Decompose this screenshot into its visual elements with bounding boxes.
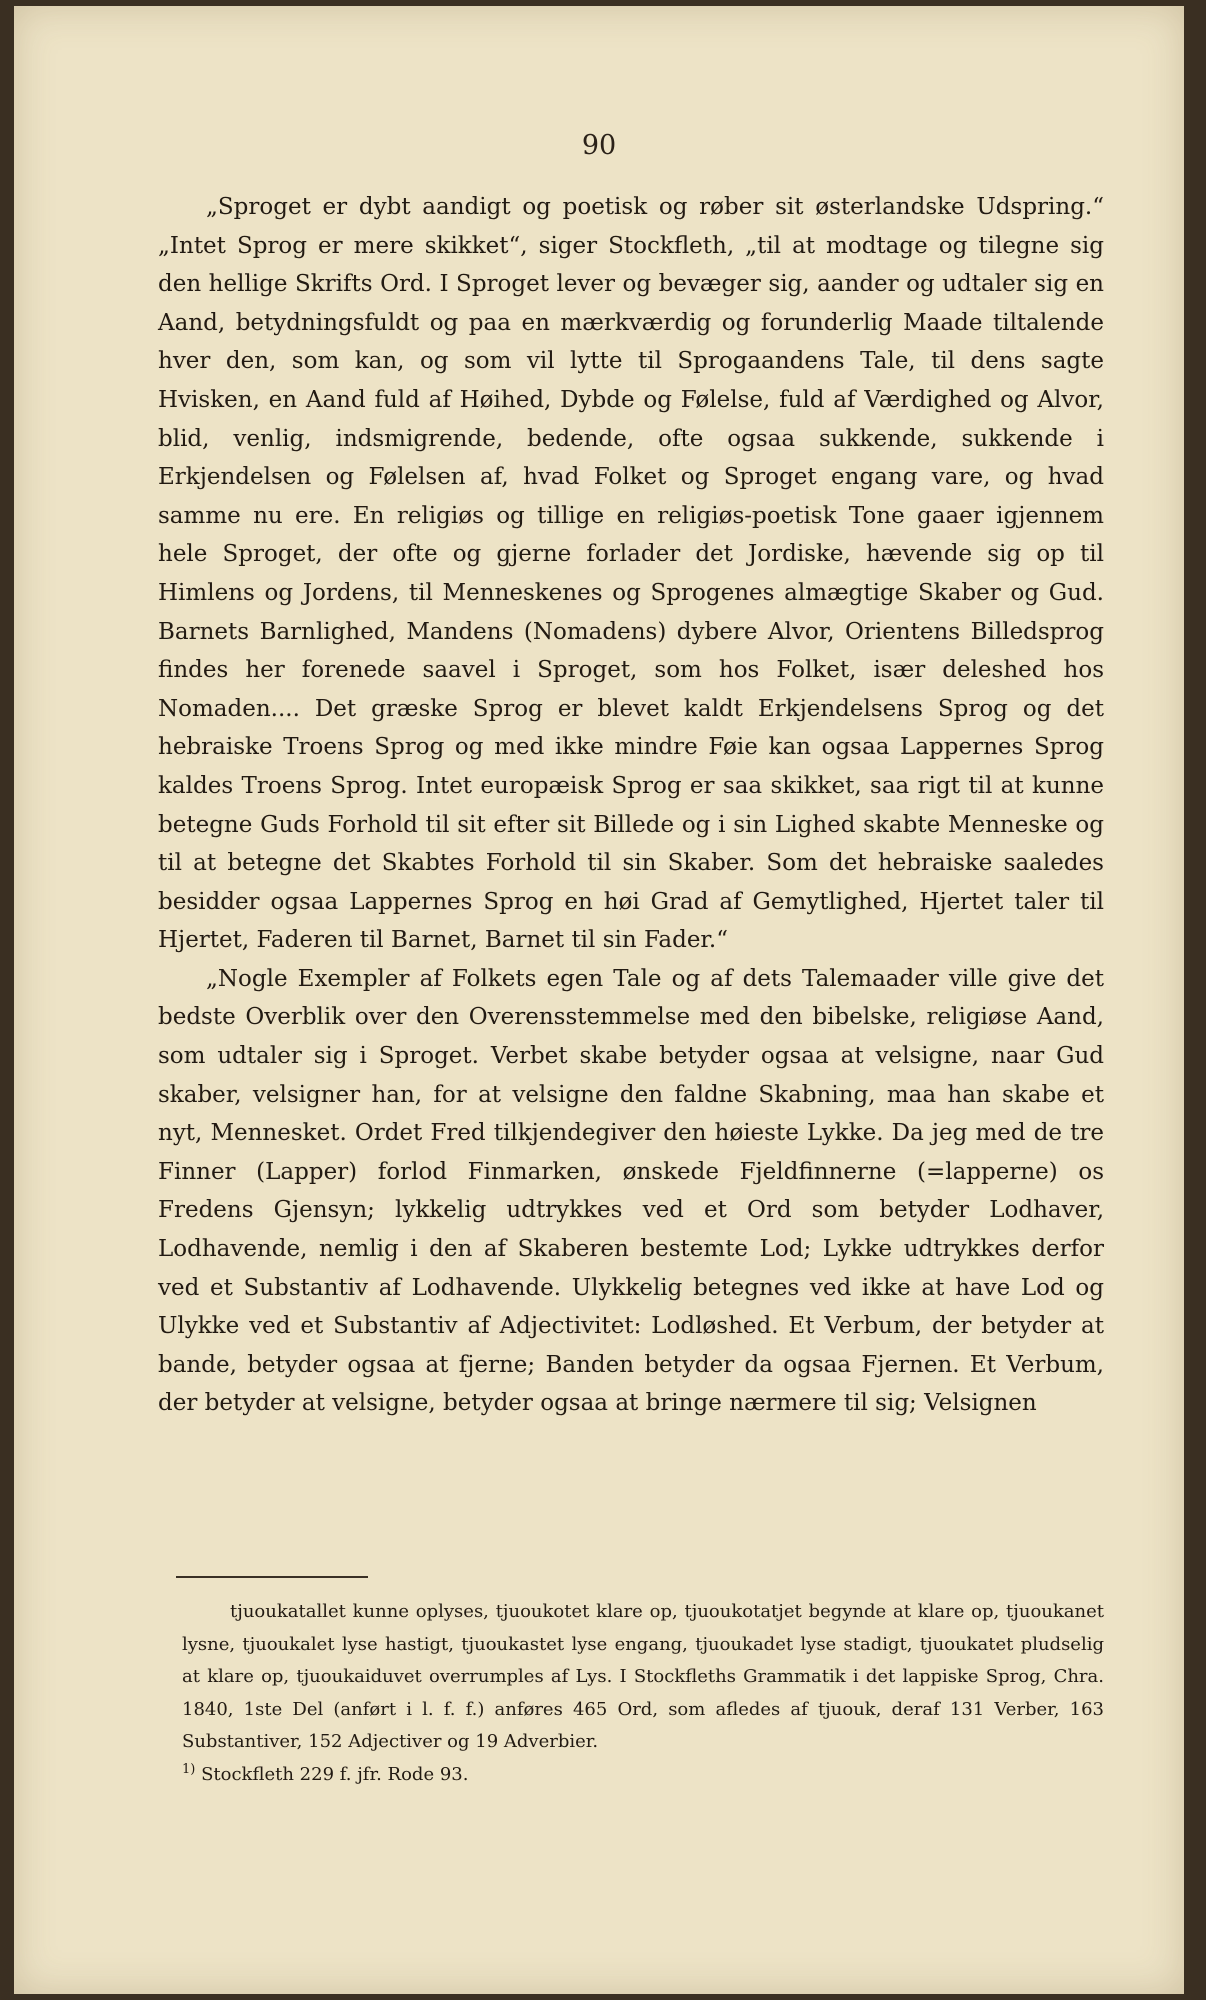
footnote-marker: 1) [182, 1761, 196, 1777]
page-number: 90 [581, 130, 617, 161]
paragraph-1: „Sproget er dybt aandigt og poetisk og røber sit østerlandske Udspring.“ „Intet Sprog er mere skikket“, siger Stockfleth, „til at modtage og tilegne sig den hellige Skrifts Ord. I Sproget lever og bevæger sig, aander og udtaler sig en Aand, betydningsfuldt og paa en mærkværdig og forunderlig Maade tiltalende hver den, som kan, og som vil lytte til Sprogaandens Tale, til dens sagte Hvisken, en Aand fuld af Høihed, Dybde og Følelse, fuld af Værdighed og Alvor, blid, venlig, indsmigrende, bedende, ofte ogsaa sukkende, sukkende i Erkjendelsen og Følelsen af, hvad Folket og Sproget engang vare, og hvad samme nu ere. En religiøs og tillige en religiøs-poetisk Tone gaaer igjennem hele Sproget, der ofte og gjerne forlader det Jordiske, hævende sig op til Himlens og Jordens, til Menneskenes og Sprogenes almægtige Skaber og Gud. Barnets Barnlighed, Mandens (Nomadens) dybere Alvor, Orientens Billedsprog findes her forenede saavel i Sproget, som hos Folket, især deleshed hos Nomaden.... Det græske Sprog er blevet kaldt Erkjendelsens Sprog og det hebraiske Troens Sprog og med ikke mindre Føie kan ogsaa Lappernes Sprog kaldes Troens Sprog. Intet europæisk Sprog er saa skikket, saa rigt til at kunne betegne Guds Forhold til sit efter sit Billede og i sin Lighed skabte Menneske og til at betegne det Skabtes Forhold til sin Skaber. Som det hebraiske saaledes besidder ogsaa Lappernes Sprog en høi Grad af Gemytlighed, Hjertet taler til Hjertet, Faderen til Barnet, Barnet til sin Fader.“ [158, 194, 1104, 954]
footnote-rule [176, 1576, 368, 1578]
footnotes [182, 1596, 1104, 1791]
footnote-1-text: Stockfleth 229 f. jfr. Rode 93. [201, 1763, 469, 1785]
paragraph-2: „Nogle Exempler af Folkets egen Tale og af dets Talemaader ville give det bedste Overblik over den Overensstemmelse med den bibelske, religiøse Aand, som udtaler sig i Sproget. Verbet skabe betyder ogsaa at velsigne, naar Gud skaber, velsigner han, for at velsigne den faldne Skabning, maa han skabe et nyt, Mennesket. Ordet Fred tilkjendegiver den høieste Lykke. Da jeg med de tre Finner (Lapper) forlod Finmarken, ønskede Fjeldfinnerne (=lapperne) os Fredens Gjensyn; lykkelig udtrykkes ved et Ord som betyder Lodhaver, Lodhavende, nemlig i den af Skaberen bestemte Lod; Lykke udtrykkes derfor ved et Substantiv af Lodhavende. Ulykkelig betegnes ved ikke at have Lod og Ulykke ved et Substantiv af Adjectivitet: Lodløshed. Et Verbum, der betyder at bande, betyder ogsaa at fjerne; Banden betyder da ogsaa Fjernen. Et Verbum, der betyder at velsigne, betyder ogsaa at bringe nærmere til sig; Velsignen [158, 965, 1104, 1417]
main-text [158, 188, 1104, 1423]
footnote-continuation: tjuoukatallet kunne oplyses, tjuoukotet klare op, tjuoukotatjet begynde at klare op, tjuoukanet lysne, tjuoukalet lyse hastigt, tjuoukastet lyse engang, tjuoukadet lyse stadigt, tjuoukatet pludselig at klare op, tjuoukaiduvet overrumples af Lys. I Stockfleths Grammatik i det lappiske Sprog, Chra. 1840, 1ste Del (anført i l. f. f.) anføres 465 Ord, som afledes af tjuouk, deraf 131 Verber, 163 Substantiver, 152 Adjectiver og 19 Adverbier. [182, 1601, 1104, 1752]
footnote-1 [182, 1759, 1104, 1792]
